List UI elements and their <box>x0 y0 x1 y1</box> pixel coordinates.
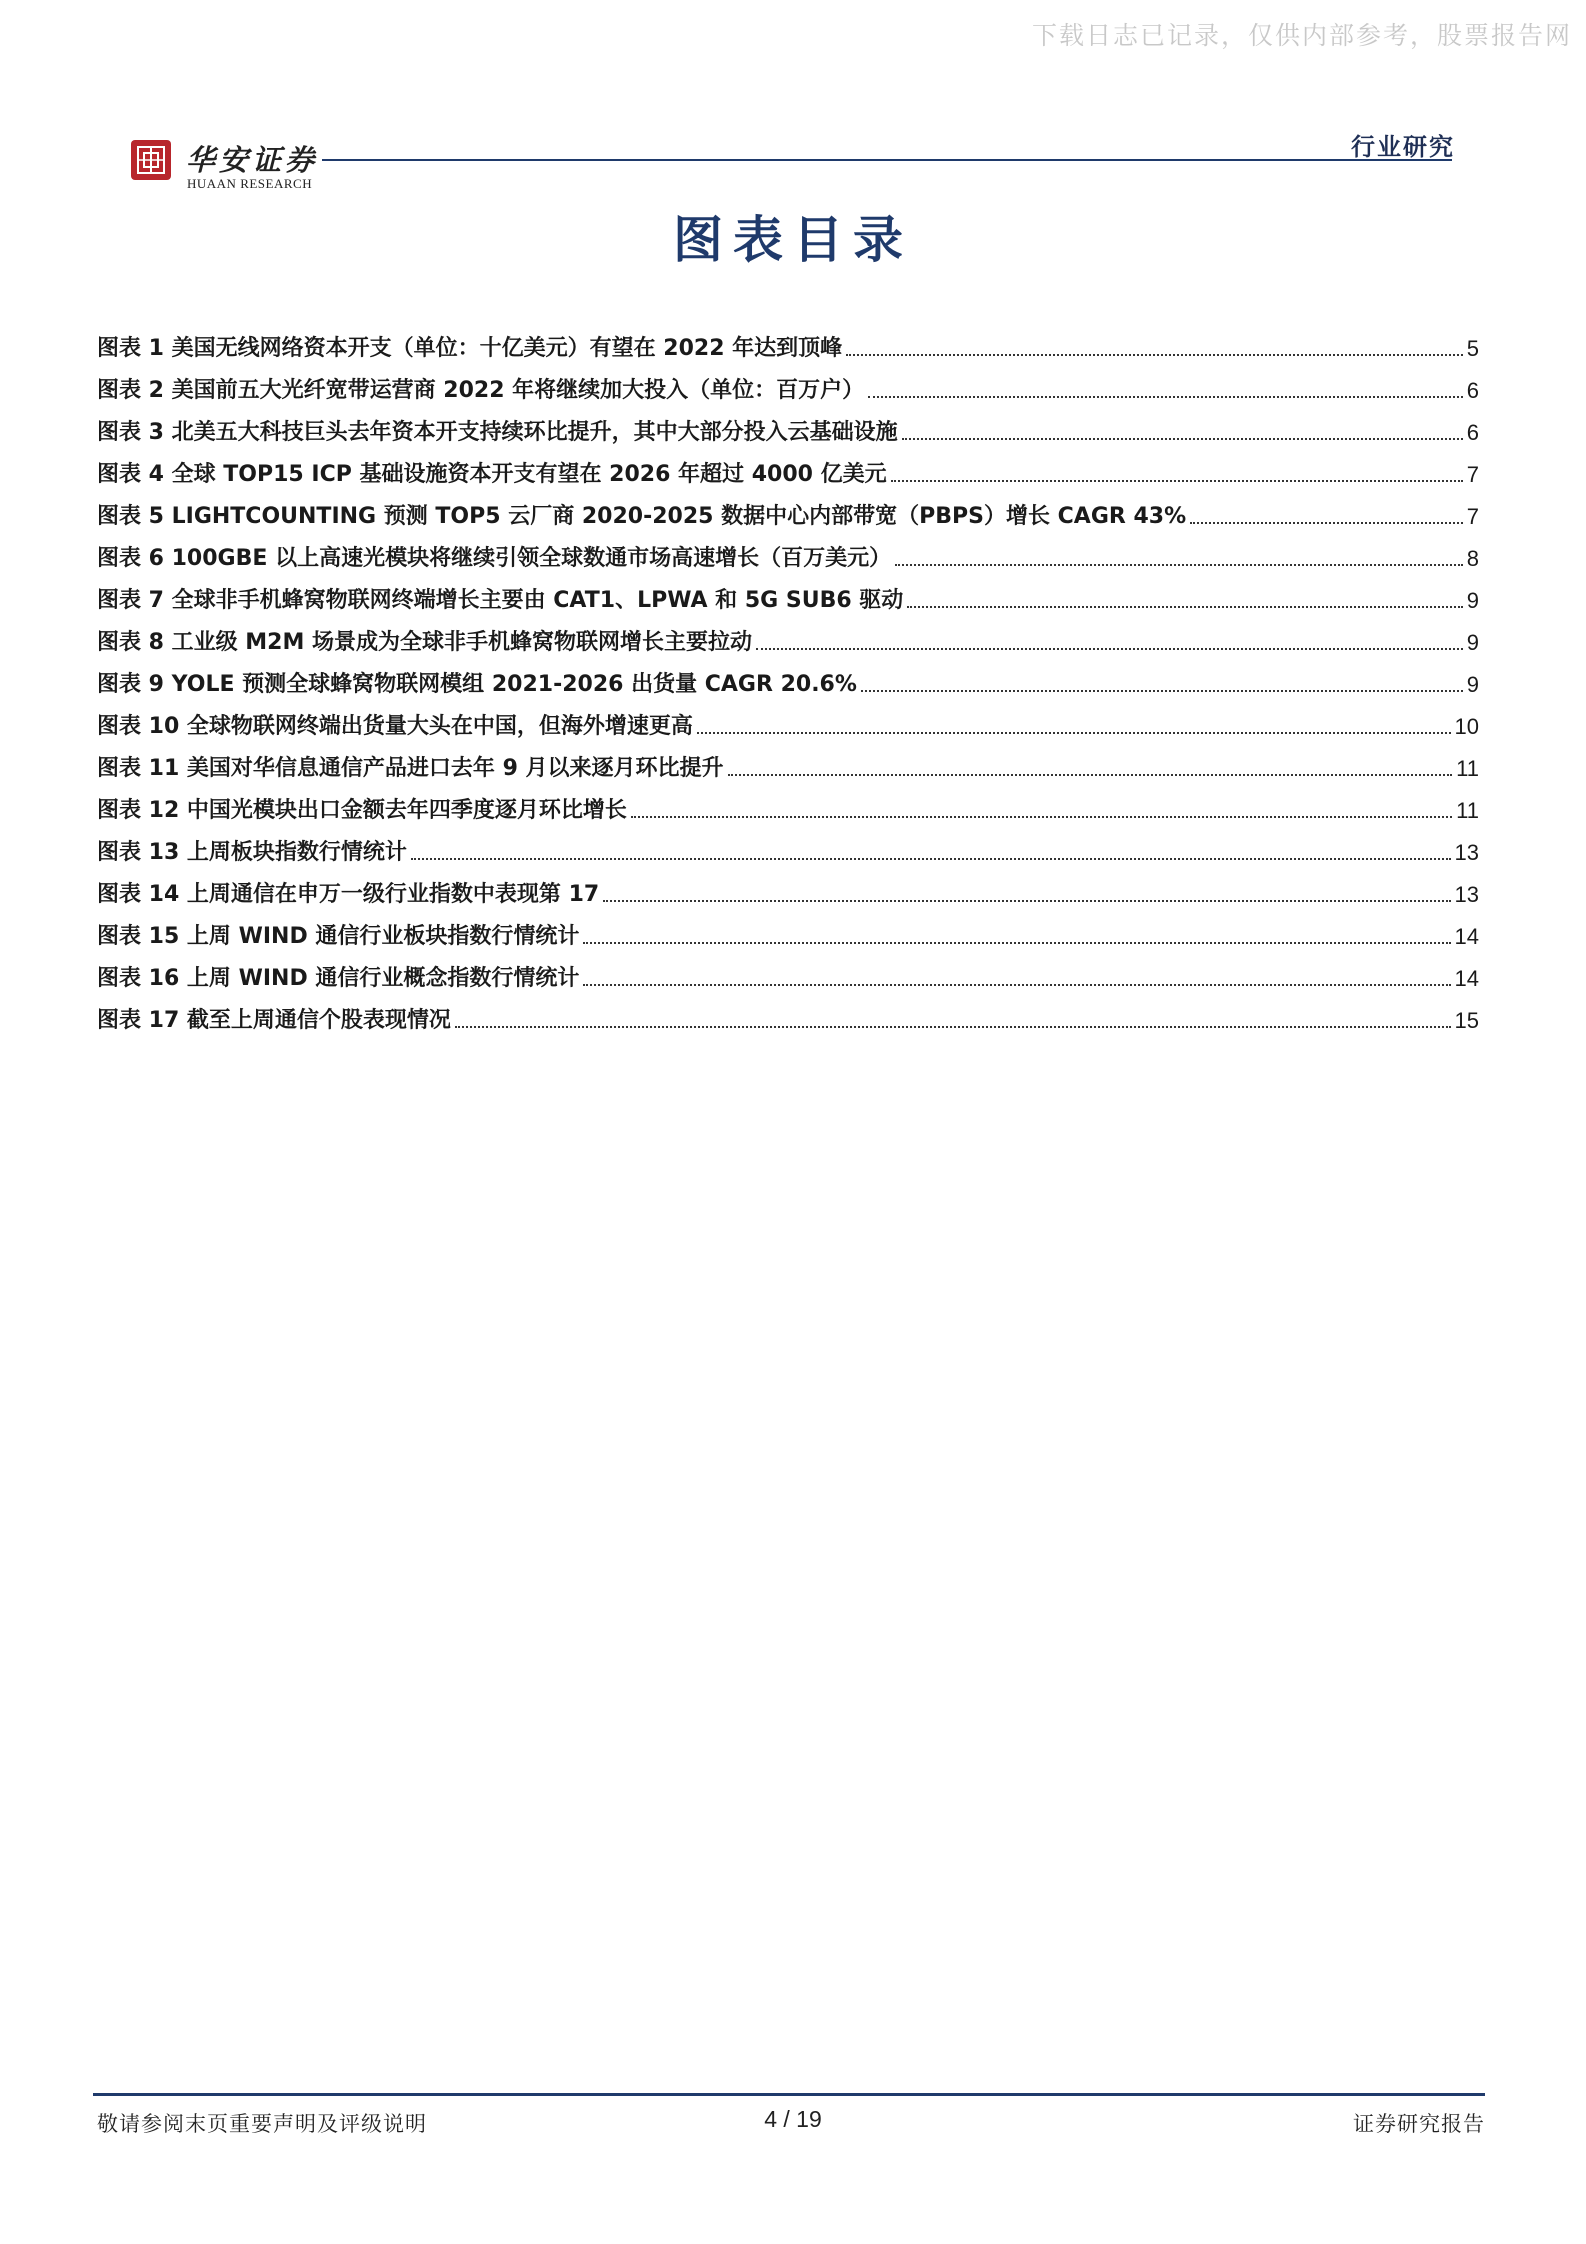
toc-entry-page[interactable]: 7 <box>1466 462 1479 487</box>
toc-entry-title[interactable]: 图表 2 美国前五大光纤宽带运营商 2022 年将继续加大投入（单位：百万户） <box>97 378 865 403</box>
toc-entry[interactable] <box>97 866 1479 908</box>
toc-entry[interactable] <box>97 572 1479 614</box>
toc-entry[interactable] <box>97 950 1479 992</box>
toc-entry-page[interactable]: 10 <box>1454 714 1479 739</box>
toc-leader-dots <box>631 816 1452 818</box>
toc-leader-dots <box>697 732 1451 734</box>
toc-leader-dots <box>455 1026 1451 1028</box>
table-of-figures <box>97 320 1479 1034</box>
toc-entry[interactable] <box>97 908 1479 950</box>
toc-entry-title[interactable]: 图表 6 100GBE 以上高速光模块将继续引领全球数通市场高速增长（百万美元） <box>97 546 892 571</box>
toc-leader-dots <box>583 984 1450 986</box>
toc-entry[interactable] <box>97 740 1479 782</box>
toc-entry-page[interactable]: 9 <box>1466 630 1479 655</box>
toc-entry-page[interactable]: 5 <box>1466 336 1479 361</box>
toc-entry-title[interactable]: 图表 9 YOLE 预测全球蜂窝物联网模组 2021-2026 出货量 CAGR 20.6% <box>97 672 857 697</box>
toc-entry-title[interactable]: 图表 7 全球非手机蜂窝物联网终端增长主要由 CAT1、LPWA 和 5G SUB6 驱动 <box>97 588 904 613</box>
toc-entry-page[interactable]: 13 <box>1454 882 1479 907</box>
toc-entry[interactable] <box>97 362 1479 404</box>
toc-entry[interactable] <box>97 320 1479 362</box>
toc-entry-title[interactable]: 图表 8 工业级 M2M 场景成为全球非手机蜂窝物联网增长主要拉动 <box>97 630 753 655</box>
toc-leader-dots <box>756 648 1463 650</box>
company-logo-icon <box>131 140 171 180</box>
toc-entry-page[interactable]: 6 <box>1466 420 1479 445</box>
toc-entry-title[interactable]: 图表 1 美国无线网络资本开支（单位：十亿美元）有望在 2022 年达到顶峰 <box>97 336 843 361</box>
toc-entry-page[interactable]: 11 <box>1456 798 1479 823</box>
toc-entry-title[interactable]: 图表 14 上周通信在申万一级行业指数中表现第 17 <box>97 882 600 907</box>
toc-entry-page[interactable]: 15 <box>1454 1008 1479 1033</box>
toc-entry-page[interactable]: 9 <box>1466 672 1479 697</box>
toc-entry-page[interactable]: 9 <box>1466 588 1479 613</box>
page-indicator: 4 / 19 <box>764 2106 822 2132</box>
toc-entry-title[interactable]: 图表 10 全球物联网终端出货量大头在中国，但海外增速更高 <box>97 714 693 739</box>
footer-disclaimer: 敬请参阅末页重要声明及评级说明 <box>97 2112 427 2136</box>
toc-leader-dots <box>861 690 1463 692</box>
watermark-text: 下载日志已记录，仅供内部参考，股票报告网 <box>1031 21 1572 50</box>
toc-entry-title[interactable]: 图表 5 LIGHTCOUNTING 预测 TOP5 云厂商 2020-2025 数据中心内部带宽（PBPS）增长 CAGR 43% <box>97 504 1187 529</box>
toc-leader-dots <box>907 606 1462 608</box>
toc-entry[interactable] <box>97 404 1479 446</box>
toc-entry-page[interactable]: 14 <box>1454 966 1479 991</box>
company-name: 华安证券 <box>186 143 319 177</box>
toc-entry-page[interactable]: 13 <box>1454 840 1479 865</box>
toc-entry[interactable] <box>97 614 1479 656</box>
toc-entry[interactable] <box>97 824 1479 866</box>
toc-leader-dots <box>868 396 1463 398</box>
toc-entry[interactable] <box>97 992 1479 1034</box>
toc-leader-dots <box>902 438 1463 440</box>
toc-entry[interactable] <box>97 698 1479 740</box>
toc-leader-dots <box>846 354 1463 356</box>
section-label: 行业研究 <box>1351 133 1455 161</box>
toc-leader-dots <box>895 564 1463 566</box>
toc-entry-title[interactable]: 图表 16 上周 WIND 通信行业概念指数行情统计 <box>97 966 580 991</box>
toc-entry-title[interactable]: 图表 4 全球 TOP15 ICP 基础设施资本开支有望在 2026 年超过 4000 亿美元 <box>97 462 887 487</box>
toc-entry-page[interactable]: 7 <box>1466 504 1479 529</box>
toc-entry-title[interactable]: 图表 17 截至上周通信个股表现情况 <box>97 1008 451 1033</box>
toc-entry-title[interactable]: 图表 12 中国光模块出口金额去年四季度逐月环比增长 <box>97 798 627 823</box>
toc-entry[interactable] <box>97 530 1479 572</box>
page-title: 图表目录 <box>673 211 913 269</box>
toc-entry-title[interactable]: 图表 15 上周 WIND 通信行业板块指数行情统计 <box>97 924 580 949</box>
toc-entry-title[interactable]: 图表 3 北美五大科技巨头去年资本开支持续环比提升，其中大部分投入云基础设施 <box>97 420 898 445</box>
toc-leader-dots <box>411 858 1451 860</box>
toc-entry[interactable] <box>97 782 1479 824</box>
toc-leader-dots <box>603 900 1450 902</box>
toc-leader-dots <box>1190 522 1463 524</box>
toc-entry-title[interactable]: 图表 11 美国对华信息通信产品进口去年 9 月以来逐月环比提升 <box>97 756 724 781</box>
toc-leader-dots <box>728 774 1453 776</box>
toc-entry[interactable] <box>97 446 1479 488</box>
header-divider <box>322 159 1452 161</box>
toc-entry-page[interactable]: 14 <box>1454 924 1479 949</box>
toc-entry[interactable] <box>97 656 1479 698</box>
toc-entry[interactable] <box>97 488 1479 530</box>
toc-leader-dots <box>891 480 1463 482</box>
toc-leader-dots <box>583 942 1450 944</box>
toc-entry-page[interactable]: 11 <box>1456 756 1479 781</box>
company-subtitle: HUAAN RESEARCH <box>187 176 313 191</box>
footer-report-type: 证券研究报告 <box>1353 2112 1485 2136</box>
toc-entry-page[interactable]: 6 <box>1466 378 1479 403</box>
toc-entry-page[interactable]: 8 <box>1466 546 1479 571</box>
toc-entry-title[interactable]: 图表 13 上周板块指数行情统计 <box>97 840 407 865</box>
footer-divider <box>93 2093 1485 2096</box>
